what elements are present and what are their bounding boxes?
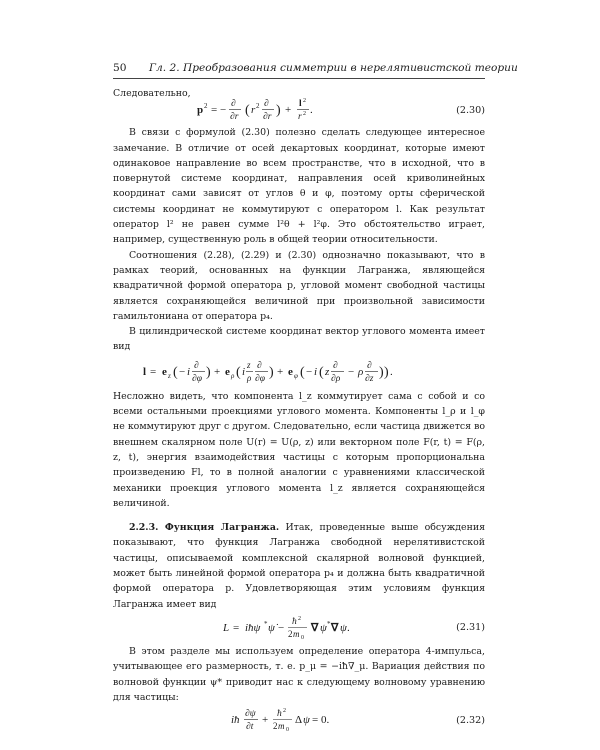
svg-text:∂ρ: ∂ρ <box>331 373 341 384</box>
formula-p-squared <box>197 95 397 125</box>
svg-text:): ) <box>379 364 384 380</box>
svg-text:= −: = − <box>211 104 227 117</box>
equation-number: (2.30) <box>456 105 485 117</box>
svg-text:∂: ∂ <box>367 360 372 371</box>
paragraph-therefore: Следовательно, <box>113 88 191 99</box>
svg-text:+: + <box>262 714 269 727</box>
svg-text:i: i <box>242 365 246 378</box>
svg-text:−: − <box>306 365 313 378</box>
svg-text:*: * <box>264 619 268 628</box>
svg-text:e: e <box>288 365 293 378</box>
svg-text:∂t: ∂t <box>246 722 254 733</box>
svg-text:2: 2 <box>298 615 301 622</box>
paragraph-lagrangian: 2.2.3. Функция Лагранжа. Итак, проведенные выше обсуждения показывают, что функция Лагранжа свободной нерелятивистской частицы, описываемой комплексной скалярной волновой функцией, может быть линейной формой оператора p₄ и должна быть квадратичной формой оператора p. Удовлетворяющая этим условиям функция Лагранжа имеет вид <box>113 522 485 610</box>
svg-text:0: 0 <box>301 634 304 641</box>
svg-text:i: i <box>314 365 318 378</box>
svg-text:φ: φ <box>294 371 298 380</box>
svg-text:2: 2 <box>288 628 293 639</box>
svg-text:p: p <box>197 104 204 117</box>
svg-text:2: 2 <box>256 102 260 111</box>
page-number: 50 <box>113 62 127 74</box>
svg-text:0: 0 <box>286 727 289 734</box>
svg-text:(: ( <box>173 364 178 380</box>
svg-text:∂φ: ∂φ <box>192 373 202 384</box>
svg-text:z: z <box>247 359 251 370</box>
svg-text:−: − <box>348 365 355 378</box>
paragraph-momentum-definition: В этом разделе мы используем определение оператора 4-импульса, учитывающее его размерность, т. е. p_μ = −iħ∇_μ. Вариация действия по волновой функции ψ* приводит нас к следующему волновому уравнению для частицы: <box>113 645 485 703</box>
equation-2-31 <box>113 612 485 644</box>
svg-text:ψ: ψ <box>340 621 347 634</box>
svg-text:i: i <box>187 365 191 378</box>
svg-text:iħ: iħ <box>231 714 240 727</box>
svg-text:(: ( <box>300 364 305 380</box>
svg-text:): ) <box>206 364 211 380</box>
formula-wave-equation <box>231 705 381 735</box>
svg-text:∂r: ∂r <box>230 112 239 123</box>
svg-text:=: = <box>150 365 157 378</box>
svg-text:.: . <box>347 621 350 634</box>
svg-text:m: m <box>293 628 300 639</box>
book-page <box>113 60 518 737</box>
svg-text:ρ: ρ <box>231 371 235 380</box>
svg-text:ħ: ħ <box>277 709 282 720</box>
svg-text:l: l <box>143 365 147 378</box>
svg-text:ψ: ψ <box>320 621 327 634</box>
svg-text:∇: ∇ <box>331 621 339 634</box>
svg-text:ħ: ħ <box>292 616 297 627</box>
svg-text:z: z <box>325 365 330 378</box>
svg-text:ψ̇: ψ̇ <box>268 621 275 634</box>
svg-text:e: e <box>225 365 230 378</box>
formula-lagrangian <box>223 613 423 643</box>
svg-text:*: * <box>327 619 331 628</box>
svg-text:(: ( <box>236 364 241 380</box>
svg-text:L: L <box>223 621 230 634</box>
paragraph-cylindrical: В цилиндрической системе координат вектор углового момента имеет вид <box>113 326 485 353</box>
svg-text:+: + <box>214 365 221 378</box>
paragraph-remark: В связи с формулой (2.30) полезно сделать следующее интересное замечание. В отличие от осей декартовых координат, которые имеют одинаковое направление во всем пространстве, что в исходной, что в повернутой системе координат, направления осей криволинейных координат сами зависят от углов θ и φ, поэтому орты сферической системы координат не коммутируют с оператором l. Как результат оператор l² не равен сумме l²θ + l²φ. Это обстоятельство играет, например, существенную роль в общей теории относительности. <box>113 127 485 246</box>
svg-text:m: m <box>278 721 285 732</box>
svg-text:2: 2 <box>273 721 278 732</box>
svg-text:ρ: ρ <box>358 365 364 378</box>
svg-text:ρ: ρ <box>247 372 252 383</box>
svg-text:∂: ∂ <box>194 360 199 371</box>
svg-text:∂: ∂ <box>231 99 236 110</box>
equation-number: (2.32) <box>456 715 485 727</box>
running-header <box>113 60 518 79</box>
svg-text:= 0.: = 0. <box>312 714 330 727</box>
svg-text:.: . <box>310 104 313 117</box>
paragraph-commutation: Несложно видеть, что компонента l_z коммутирует сама с собой и со всеми остальными проекциями углового момента. Компоненты l_ρ и l_φ не коммутируют друг с другом. Следовательно, если частица движется во внешнем скалярном поле U(r) = U(ρ, z) или векторном поле F(r, t) = F(ρ, z, t), энергия взаимодействия частицы с которым пропорциональна произведению Fl, то в полной аналогии с уравнениями классической механики проекция углового момента l_z является сохраняющейся величиной. <box>113 390 485 509</box>
svg-text:Δ: Δ <box>295 714 303 727</box>
svg-text:(: ( <box>319 364 324 380</box>
equation-angular-momentum <box>113 355 485 389</box>
svg-text:∂: ∂ <box>264 99 269 110</box>
svg-text:): ) <box>276 103 281 119</box>
svg-text:z: z <box>168 371 171 380</box>
equation-number: (2.31) <box>456 621 485 633</box>
svg-text:−: − <box>278 621 285 634</box>
svg-text:2: 2 <box>303 111 306 118</box>
svg-text:2: 2 <box>283 708 286 715</box>
svg-text:∂ψ: ∂ψ <box>245 709 256 720</box>
formula-l-cylindrical <box>143 357 473 387</box>
svg-text:∂φ: ∂φ <box>255 373 265 384</box>
svg-text:(: ( <box>245 103 250 119</box>
svg-text:): ) <box>269 364 274 380</box>
svg-text:iħψ: iħψ <box>245 621 261 634</box>
equation-2-30 <box>113 95 485 125</box>
svg-text:r: r <box>298 112 302 123</box>
section-heading: 2.2.3. Функция Лагранжа. <box>129 522 280 534</box>
svg-text:∂z: ∂z <box>365 373 374 384</box>
svg-text:.: . <box>390 365 393 378</box>
svg-text:e: e <box>162 365 167 378</box>
running-title: Гл. 2. Преобразования симметрии в нерелятивистской теории <box>149 62 518 74</box>
svg-text:−: − <box>179 365 186 378</box>
svg-text:ψ: ψ <box>303 714 310 727</box>
svg-text:∂: ∂ <box>333 360 338 371</box>
svg-text:=: = <box>233 621 240 634</box>
svg-text:∂r: ∂r <box>263 112 272 123</box>
svg-text:2: 2 <box>204 102 208 111</box>
svg-text:l: l <box>299 99 302 110</box>
svg-text:r: r <box>251 104 256 117</box>
svg-text:∇: ∇ <box>311 621 319 634</box>
svg-text:∂: ∂ <box>257 360 262 371</box>
svg-text:): ) <box>384 364 389 380</box>
equation-2-32 <box>113 705 485 737</box>
svg-text:+: + <box>277 365 284 378</box>
svg-text:+: + <box>285 104 292 117</box>
svg-text:2: 2 <box>303 98 306 105</box>
paragraph-relations: Соотношения (2.28), (2.29) и (2.30) однозначно показывают, что в рамках теорий, основанных на функции Лагранжа, являющейся квадратичной формой оператора p, угловой момент свободной частицы является сохраняющейся величиной при произвольной зависимости гамильтониана от оператора p₄. <box>113 249 485 322</box>
